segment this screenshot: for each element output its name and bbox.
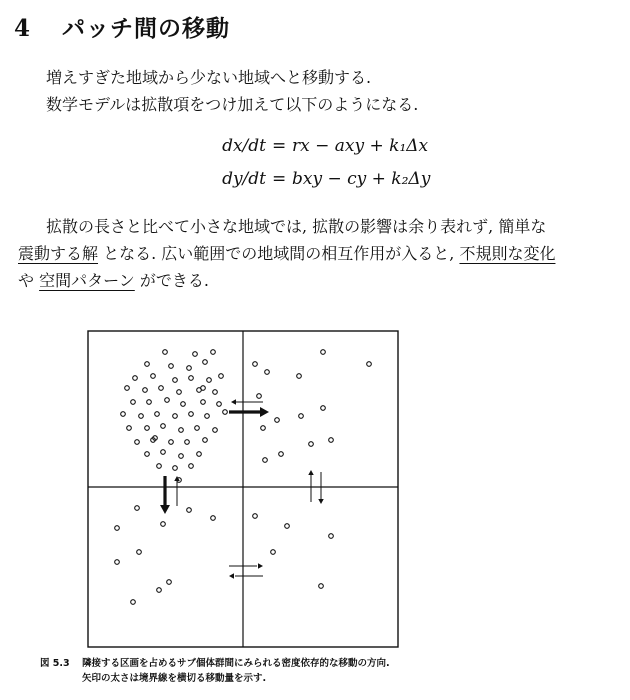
section-heading: [14, 10, 230, 43]
equation-2-equals: =: [272, 169, 287, 189]
dot-top-left: [179, 428, 184, 433]
dot-top-left: [131, 400, 136, 405]
equation-2-rhs: bxy − cy + k₂Δy: [292, 169, 431, 189]
dot-bottom-left: [187, 508, 192, 513]
dot-bottom-right: [319, 584, 324, 589]
dot-top-left: [189, 376, 194, 381]
dot-top-left: [203, 438, 208, 443]
arrow-head-left: [231, 399, 236, 405]
arrow-head-right: [260, 407, 269, 417]
equation-1-equals: =: [272, 136, 287, 156]
dot-top-left: [121, 412, 126, 417]
dot-top-left: [145, 362, 150, 367]
intro-paragraph: [46, 64, 630, 118]
dot-top-left: [127, 426, 132, 431]
dot-top-left: [147, 400, 152, 405]
figure-caption: [40, 656, 390, 686]
dot-bottom-right: [329, 534, 334, 539]
dot-top-left: [161, 450, 166, 455]
dot-bottom-left: [137, 550, 142, 555]
equation-2-lhs: dy/dt: [222, 169, 266, 189]
dot-top-left: [155, 412, 160, 417]
dot-bottom-left: [157, 588, 162, 593]
dot-top-right: [275, 418, 280, 423]
dot-top-right: [309, 442, 314, 447]
dot-top-right: [321, 406, 326, 411]
section-title: パッチ間の移動: [62, 15, 230, 42]
dot-top-left: [193, 352, 198, 357]
dot-top-left: [213, 390, 218, 395]
dot-top-left: [159, 386, 164, 391]
dot-top-left: [161, 424, 166, 429]
arrow-head-left-bottom: [229, 573, 234, 579]
dot-top-left: [157, 464, 162, 469]
dot-top-left: [223, 410, 228, 415]
dot-top-left: [211, 350, 216, 355]
dot-bottom-left: [115, 560, 120, 565]
arrow-head-up: [174, 476, 180, 481]
figure-patch-diagram: [87, 330, 399, 648]
dot-top-left: [165, 398, 170, 403]
dot-top-left: [197, 452, 202, 457]
dot-top-left: [151, 374, 156, 379]
dot-bottom-left: [211, 516, 216, 521]
dot-bottom-left: [115, 526, 120, 531]
dot-top-left: [133, 376, 138, 381]
dot-top-right: [297, 374, 302, 379]
dot-top-left: [169, 440, 174, 445]
underline-oscillating-solution: 震動する解: [18, 244, 99, 263]
dot-top-left: [213, 428, 218, 433]
dot-top-right: [265, 370, 270, 375]
migration-arrows: [160, 399, 324, 579]
dot-top-left: [163, 350, 168, 355]
dot-top-left: [187, 366, 192, 371]
body-text-3: や: [18, 271, 40, 290]
dot-top-right: [263, 458, 268, 463]
dot-top-left: [189, 464, 194, 469]
dot-top-left: [169, 364, 174, 369]
intro-line-2: 数学モデルは拡散項をつけ加えて以下のようになる.: [46, 95, 419, 114]
dot-bottom-left: [135, 506, 140, 511]
dot-top-left: [173, 466, 178, 471]
dot-top-left: [217, 402, 222, 407]
caption-label: 図 5.3: [40, 658, 70, 669]
dot-top-left: [177, 390, 182, 395]
caption-line-2: 矢印の太さは境界線を横切る移動量を示す.: [82, 673, 267, 684]
dot-bottom-right: [271, 550, 276, 555]
body-text-4: ができる.: [134, 271, 209, 290]
equation-1-rhs: rx − axy + k₁Δx: [292, 136, 429, 156]
dot-top-left: [173, 378, 178, 383]
dot-top-right: [299, 414, 304, 419]
dot-top-right: [329, 438, 334, 443]
dot-top-left: [189, 412, 194, 417]
dot-top-left: [125, 386, 130, 391]
dot-bottom-left: [131, 600, 136, 605]
underline-spatial-pattern: 空間パターン: [39, 271, 135, 290]
dot-bottom-left: [167, 580, 172, 585]
dot-top-left: [201, 400, 206, 405]
dot-top-left: [185, 440, 190, 445]
dot-top-left: [205, 414, 210, 419]
dot-top-left: [173, 414, 178, 419]
dot-top-right: [257, 394, 262, 399]
patch-diagram-svg: [87, 330, 399, 648]
dot-top-left: [145, 426, 150, 431]
dot-top-left: [203, 360, 208, 365]
dot-top-left: [195, 426, 200, 431]
arrow-head-down: [160, 505, 170, 514]
dot-top-left: [207, 378, 212, 383]
body-text-2: となる. 広い範囲での地域間の相互作用が入ると,: [98, 244, 460, 263]
equation-1-lhs: dx/dt: [222, 136, 266, 156]
dot-top-right: [367, 362, 372, 367]
arrow-head-down-right: [318, 499, 324, 504]
arrow-head-up-right: [308, 470, 314, 475]
section-number: 4: [14, 15, 32, 42]
dot-top-left: [219, 374, 224, 379]
dot-top-left: [143, 388, 148, 393]
dot-top-left: [139, 414, 144, 419]
arrow-head-right-bottom: [258, 563, 263, 569]
dot-bottom-right: [285, 524, 290, 529]
dot-top-left: [179, 454, 184, 459]
dot-top-left: [145, 452, 150, 457]
body-paragraph: [18, 213, 618, 294]
body-text-1: 拡散の長さと比べて小さな地域では, 拡散の影響は余り表れず, 簡単な: [46, 217, 547, 236]
dot-bottom-left: [161, 522, 166, 527]
intro-line-1: 増えすぎた地域から少ない地域へと移動する.: [46, 68, 372, 87]
dot-top-right: [261, 426, 266, 431]
dot-top-right: [279, 452, 284, 457]
caption-line-1: 隣接する区画を占めるサブ個体群間にみられる密度依存的な移動の方向.: [82, 658, 390, 669]
dot-top-left: [181, 402, 186, 407]
dot-top-right: [321, 350, 326, 355]
dot-top-left: [201, 386, 206, 391]
dot-bottom-right: [253, 514, 258, 519]
dot-top-right: [253, 362, 258, 367]
underline-irregular-change: 不規則な変化: [459, 244, 556, 263]
dot-top-left: [135, 440, 140, 445]
